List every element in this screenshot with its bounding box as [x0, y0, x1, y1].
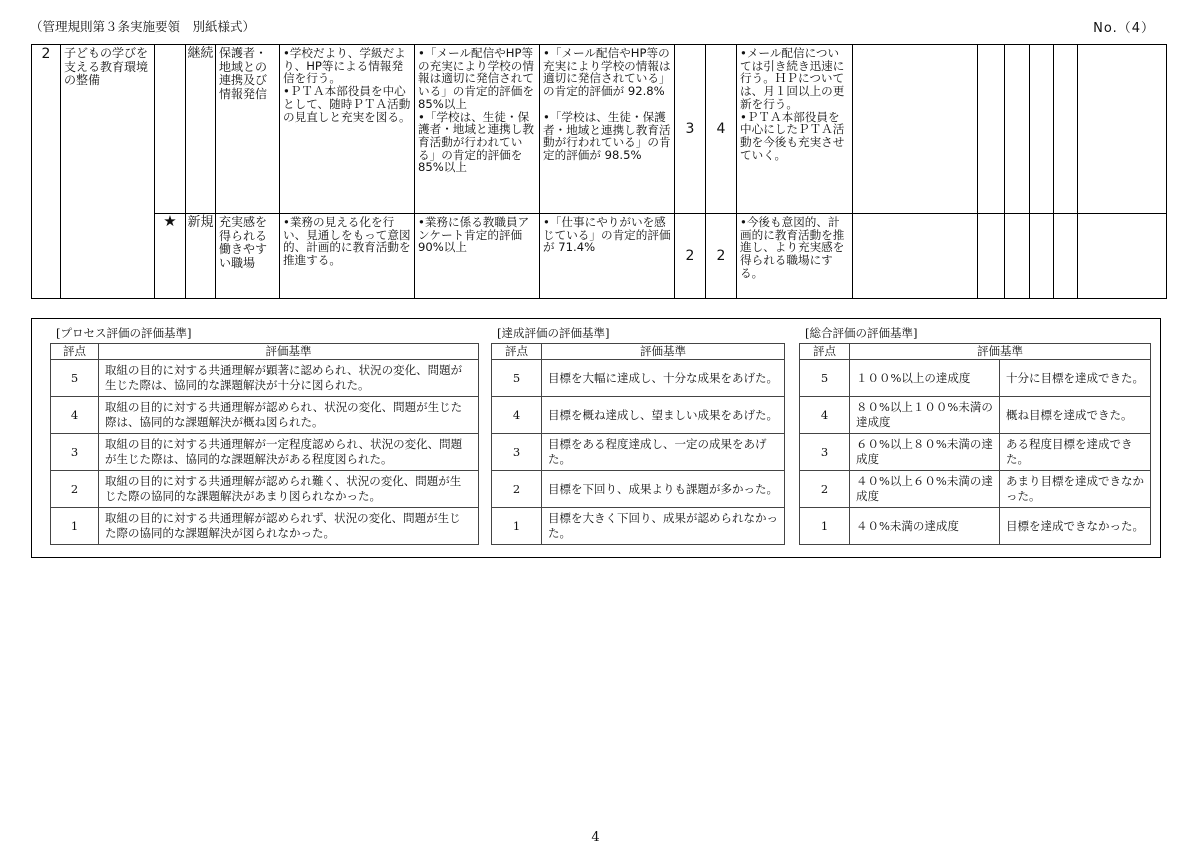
result-text: •「仕事にやりがいを感じている」の肯定的評価が 71.4% [543, 215, 671, 255]
achievement-score: 2 [706, 214, 737, 299]
score-header: 評点 [800, 344, 850, 360]
achievement-rate: ６０%以上８０%未満の達成度 [850, 434, 1000, 471]
score-value: 5 [51, 360, 99, 397]
criteria-row [800, 471, 1151, 508]
result-cell [540, 45, 675, 214]
result-cell [540, 214, 675, 299]
item-name: 充実感を得られる働きやすい職場 [216, 214, 280, 299]
evaluation-plan-table [31, 44, 1167, 299]
plan-row [32, 214, 1167, 299]
score-value: 1 [800, 508, 850, 545]
page-no-label: No.（4） [1093, 21, 1155, 36]
blank-cell [1005, 45, 1030, 214]
criteria-row [51, 397, 479, 434]
criteria-header: 評価基準 [542, 344, 785, 360]
target-text: •「メール配信やHP等の充実により学校の情報は適切に発信されている」の肯定的評価を85%以上 [418, 46, 534, 111]
score-value: 2 [800, 471, 850, 508]
score-header: 評点 [51, 344, 99, 360]
blank-cell [1005, 214, 1030, 299]
criteria-text: 取組の目的に対する共通理解が一定程度認められ、状況の変化、問題が生じた際は、協同的な課題解決がある程度図られた。 [99, 434, 479, 471]
criteria-text: 十分に目標を達成できた。 [1000, 360, 1151, 397]
focus-area: 子どもの学びを支える教育環境の整備 [61, 45, 155, 299]
achievement-score: 4 [706, 45, 737, 214]
overall-criteria-table [799, 343, 1151, 545]
blank-cell [1078, 45, 1167, 214]
criteria-row [800, 360, 1151, 397]
criteria-text: 取組の目的に対する共通理解が顕著に認められ、状況の変化、問題が生じた際は、協同的な課題解決が十分に図られた。 [99, 360, 479, 397]
blank-cell [853, 214, 978, 299]
score-value: 4 [800, 397, 850, 434]
score-value: 2 [51, 471, 99, 508]
blank-cell [1054, 45, 1078, 214]
criteria-row [51, 434, 479, 471]
strategy-text: •業務の見える化を行い、見通しをもって意図的、計画的に教育活動を推進する。 [283, 215, 411, 268]
target-cell [415, 214, 540, 299]
criteria-text: 目標を大きく下回り、成果が認められなかった。 [542, 508, 785, 545]
strategy-text: •学校だより、学級だより、HP等による情報発信を行う。 [283, 46, 406, 86]
blank-cell [1078, 214, 1167, 299]
blank-cell [978, 214, 1005, 299]
criteria-text: 目標を概ね達成し、望ましい成果をあげた。 [542, 397, 785, 434]
priority-mark [155, 45, 186, 214]
overall-criteria [799, 324, 1150, 545]
score-value: 3 [800, 434, 850, 471]
criteria-panel [31, 318, 1161, 558]
item-kind: 継続 [186, 45, 216, 214]
criteria-row [492, 434, 785, 471]
plan-row [32, 45, 1167, 214]
process-criteria-table [50, 343, 479, 545]
item-name: 保護者・地域との連携及び情報発信 [216, 45, 280, 214]
target-text: •業務に係る教職員アンケート肯定的評価90%以上 [418, 215, 530, 255]
result-text: •「学校は、生徒・保護者・地域と連携し教育活動が行われている」の肯定的評価が 98.5% [543, 109, 671, 162]
criteria-row [492, 471, 785, 508]
next-steps-cell [737, 45, 853, 214]
score-value: 5 [800, 360, 850, 397]
achievement-criteria-table [491, 343, 785, 545]
item-number: 2 [32, 45, 61, 299]
next-steps-cell [737, 214, 853, 299]
next-steps-text: •ＰＴＡ本部役員を中心にしたＰＴＡ活動を今後も充実させていく。 [740, 109, 845, 162]
next-steps-text: •今後も意図的、計画的に教育活動を推進し、より充実感を得られる職場にする。 [740, 215, 845, 280]
criteria-row [800, 397, 1151, 434]
process-score: 3 [675, 45, 706, 214]
score-value: 3 [492, 434, 542, 471]
target-text: •「学校は、生徒・保護者・地域と連携し教育活動が行われている」の肯定的評価を 85%以上 [418, 109, 534, 175]
target-cell [415, 45, 540, 214]
criteria-row [492, 508, 785, 545]
blank-cell [1030, 45, 1054, 214]
criteria-text: あまり目標を達成できなかった。 [1000, 471, 1151, 508]
achievement-rate: ４０%以上６０%未満の達成度 [850, 471, 1000, 508]
criteria-row [800, 434, 1151, 471]
criteria-row [492, 360, 785, 397]
blank-cell [1030, 214, 1054, 299]
result-text: •「メール配信やHP等の充実により学校の情報は適切に発信されている」の肯定的評価が 92.8% [543, 46, 671, 99]
criteria-text: 取組の目的に対する共通理解が認められ、状況の変化、問題が生じた際は、協同的な課題解決が概ね図られた。 [99, 397, 479, 434]
criteria-text: 取組の目的に対する共通理解が認められず、状況の変化、問題が生じた際の協同的な課題解決が図られなかった。 [99, 508, 479, 545]
criteria-row [492, 397, 785, 434]
criteria-header: 評価基準 [99, 344, 479, 360]
criteria-text: 目標を下回り、成果よりも課題が多かった。 [542, 471, 785, 508]
criteria-text: 目標を達成できなかった。 [1000, 508, 1151, 545]
blank-cell [853, 45, 978, 214]
process-criteria [50, 324, 478, 545]
criteria-row [800, 508, 1151, 545]
score-value: 3 [51, 434, 99, 471]
form-caption: （管理規則第３条実施要領 別紙様式） [30, 19, 256, 34]
process-score: 2 [675, 214, 706, 299]
criteria-row [51, 360, 479, 397]
achievement-rate: １００%以上の達成度 [850, 360, 1000, 397]
score-value: 1 [51, 508, 99, 545]
priority-mark: ★ [155, 214, 186, 299]
criteria-text: 目標をある程度達成し、一定の成果をあげた。 [542, 434, 785, 471]
criteria-row [51, 471, 479, 508]
item-kind: 新規 [186, 214, 216, 299]
criteria-text: ある程度目標を達成できた。 [1000, 434, 1151, 471]
achievement-criteria-caption: [達成評価の評価基準] [497, 326, 610, 340]
next-steps-text: •メール配信については引き続き迅速に行う。ＨＰについては、月１回以上の更新を行う。 [740, 46, 845, 111]
achievement-rate: ４０%未満の達成度 [850, 508, 1000, 545]
blank-cell [1054, 214, 1078, 299]
score-value: 2 [492, 471, 542, 508]
overall-criteria-caption: [総合評価の評価基準] [805, 326, 918, 340]
strategy-text: •ＰＴＡ本部役員を中心として、随時ＰＴＡ活動の見直しと充実を図る。 [283, 84, 411, 124]
criteria-text: 取組の目的に対する共通理解が認められ難く、状況の変化、問題が生じた際の協同的な課題解決があまり図られなかった。 [99, 471, 479, 508]
score-value: 5 [492, 360, 542, 397]
criteria-text: 概ね目標を達成できた。 [1000, 397, 1151, 434]
strategy-cell [280, 45, 415, 214]
achievement-criteria [491, 324, 784, 545]
criteria-header: 評価基準 [850, 344, 1151, 360]
blank-cell [978, 45, 1005, 214]
score-value: 4 [51, 397, 99, 434]
criteria-row [51, 508, 479, 545]
score-value: 4 [492, 397, 542, 434]
achievement-rate: ８０%以上１００%未満の達成度 [850, 397, 1000, 434]
criteria-text: 目標を大幅に達成し、十分な成果をあげた。 [542, 360, 785, 397]
strategy-cell [280, 214, 415, 299]
process-criteria-caption: [プロセス評価の評価基準] [56, 326, 192, 340]
score-value: 1 [492, 508, 542, 545]
score-header: 評点 [492, 344, 542, 360]
page-number: 4 [591, 830, 600, 845]
